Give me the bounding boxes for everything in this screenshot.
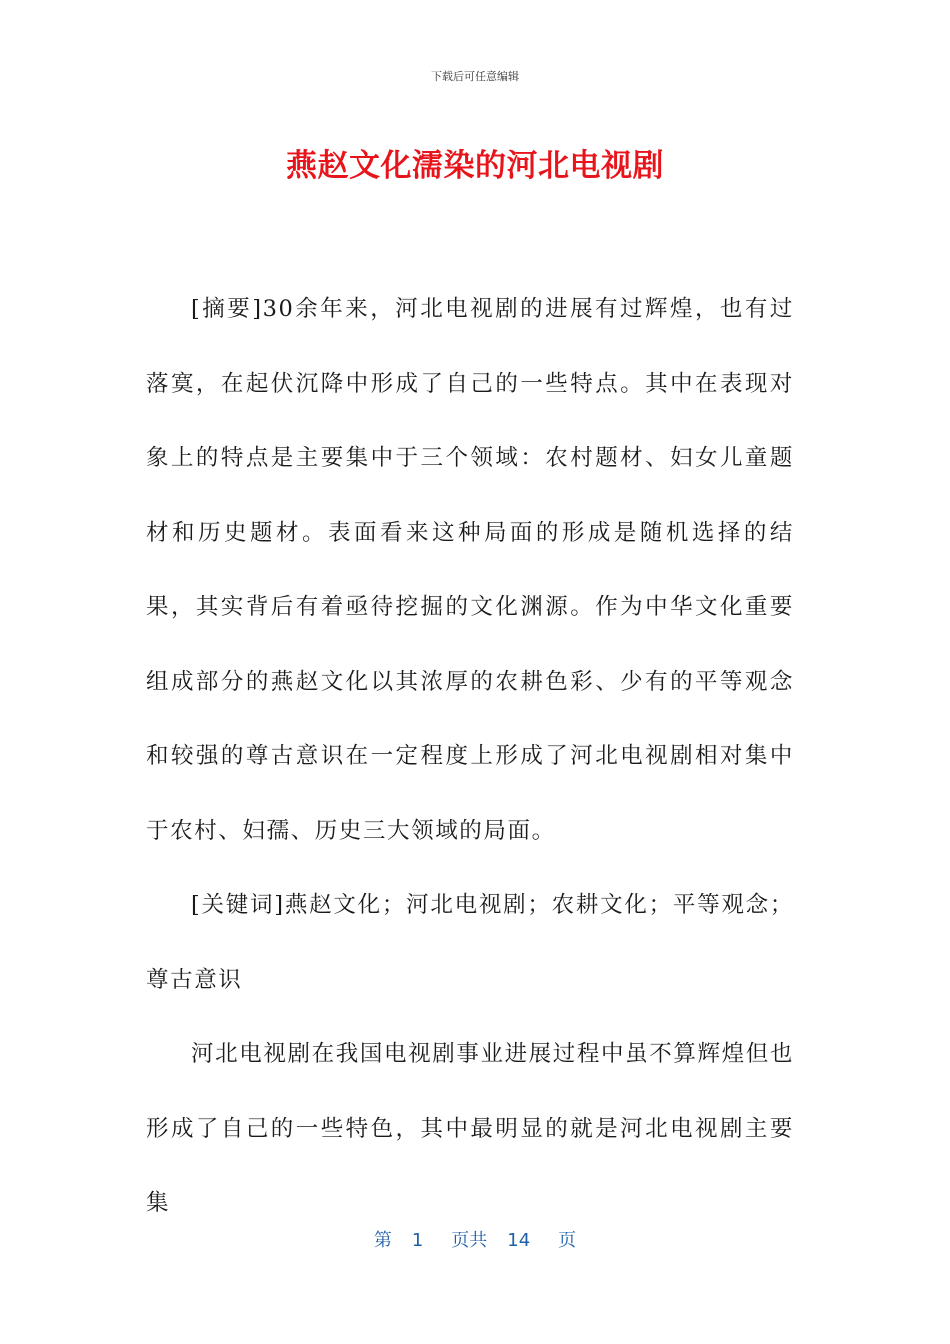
footer-middle: 页共 — [451, 1230, 488, 1251]
keywords-paragraph: [关键词]燕赵文化；河北电视剧；农耕文化；平等观念；尊古意识 — [146, 892, 794, 993]
page-title: 燕赵文化濡染的河北电视剧 — [286, 148, 664, 184]
footer-current-page: 1 — [411, 1230, 424, 1251]
footer-total-pages: 14 — [507, 1230, 531, 1251]
header-note: 下载后可任意编辑 — [431, 70, 519, 83]
page-footer — [0, 1226, 950, 1252]
document-body — [146, 272, 794, 1241]
footer-prefix: 第 — [373, 1230, 392, 1251]
abstract-paragraph: [摘要]30余年来，河北电视剧的进展有过辉煌，也有过落寞，在起伏沉降中形成了自己的一些特点。其中在表现对象上的特点是主要集中于三个领域：农村题材、妇女儿童题材和历史题材。表面看来这种局面的形成是随机选择的结果，其实背后有着亟待挖掘的文化渊源。作为中华文化重要组成部分的燕赵文化以其浓厚的农耕色彩、少有的平等观念和较强的尊古意识在一定程度上形成了河北电视剧相对集中于农村、妇孺、历史三大领域的局面。 — [146, 296, 794, 844]
footer-suffix: 页 — [558, 1230, 577, 1251]
body-paragraph: 河北电视剧在我国电视剧事业进展过程中虽不算辉煌但也形成了自己的一些特色，其中最明显的就是河北电视剧主要集 — [146, 1041, 794, 1216]
